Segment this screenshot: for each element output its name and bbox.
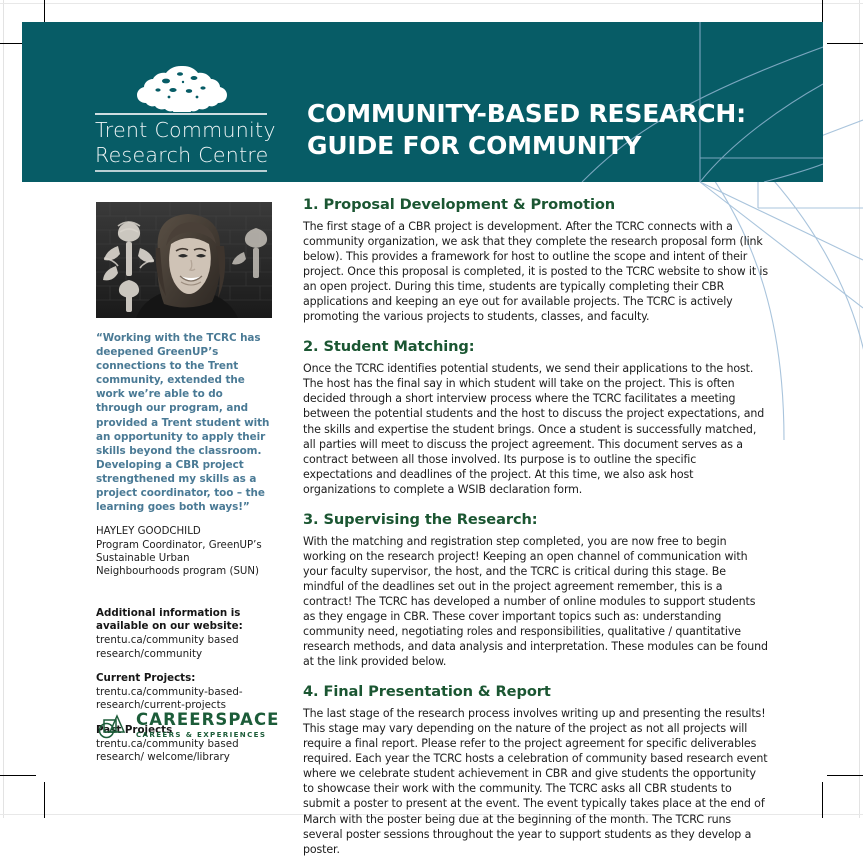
section-body: The last stage of the research process involves writing up and presenting the results! This stage may vary depending on the nature of the project as not all projects will require a final report. Please refer to the project agreement for specific deliverables required. Each year the TCRC hosts a celebration of community based research event where we celebrate student achievement in CBR and give students the opportunity to showcase their work with the community. The TCRC asks all CBR students to submit a poster to present at the event. The event typically takes place at the end of March with the poster being due at the beginning of the month. The TCRC runs several poster sessions throughout the year to support students as they develop a poster. [303,707,768,856]
testimonial-quote: “Working with the TCRC has deepened GreenUP’s connections to the Trent community, extended the work we’re able to do through our program, and provided a Trent student with an opportunity to apply their skills beyond the classroom. Developing a CBR project strengthened my skills as a project coordinator, too – the learning goes both ways!” [96,332,270,514]
testimonial-attribution [96,525,272,579]
crop-mark-bottom-left-vertical [44,782,45,818]
portrait-photo [96,202,272,318]
page-title [307,98,746,162]
link-heading: Current Projects: [96,672,196,685]
link-url[interactable]: trentu.ca/community based research/ welcome/library [96,737,239,764]
section-body: With the matching and registration step completed, you are now free to begin working on the research project! Keeping an open channel of communication with your faculty supervisor, the host, and the TCRC is critical during this stage. Be mindful of the deadlines set out in the project agreement remember, this is a contract! The TCRC has developed a number of online modules to support students as they engage in CBR. These cover important topics such as: understanding community need, negotiating roles and responsibilities, qualitative / quantitative research methods, and data analysis and interpretation. These modules can be found at the link provided below. [303,534,768,669]
trent-community-research-centre-logo [95,64,276,172]
logo-rule-top [95,113,267,115]
link-group-additional-information [96,607,272,661]
section-heading: 4. Final Presentation & Report [303,683,551,701]
careerspace-wordmark: CAREERSPACE [136,710,280,729]
section-heading: 2. Student Matching: [303,338,475,356]
logo-text-line1: Trent Community [95,117,276,142]
section-body: The first stage of a CBR project is development. After the TCRC connects with a community organization, we ask that they complete the research proposal form (link below). This provides a framework for host to outline the scope and intent of their project. Once this proposal is completed, it is posted to the TCRC website to show it is an open project. During this time, students are typically completing their CBR applications and keeping an eye out for available projects. The TCRC is actively promoting the various projects to students, classes, and faculty. [303,220,769,324]
logo-text-line2: Research Centre [95,142,269,167]
main-content [303,196,769,857]
crop-mark-top-right-horizontal [827,43,863,44]
section-heading: 3. Supervising the Research: [303,510,538,528]
attribution-role: Program Coordinator, GreenUP’s Sustainable Urban Neighbourhoods program (SUN) [96,539,262,578]
section-student-matching [303,338,769,496]
resource-links [96,607,272,765]
section-proposal-development [303,196,769,324]
tree-icon [125,64,237,112]
page-edge-top [0,3,863,4]
crop-mark-bottom-right-horizontal [827,775,863,776]
link-url[interactable]: trentu.ca/community-based-research/current-projects [96,685,243,712]
attribution-name: HAYLEY GOODCHILD [96,526,201,538]
section-supervising-research [303,511,769,669]
link-heading: Past Projects [96,724,173,736]
page-edge-left [3,0,4,818]
crop-mark-bottom-right-vertical [822,782,823,818]
link-group-current-projects [96,672,272,713]
page-title-line1: COMMUNITY-BASED RESEARCH: [307,99,746,128]
section-heading: 1. Proposal Development & Promotion [303,196,616,213]
sidebar [96,202,272,776]
careerspace-logo [97,711,280,740]
careerspace-wordmark-block [136,711,280,740]
page-title-line2: GUIDE FOR COMMUNITY [307,131,642,160]
page-edge-right [859,0,860,818]
header-band [22,22,823,182]
careerspace-tagline: CAREERS & EXPERIENCES [136,730,267,739]
link-url[interactable]: trentu.ca/community based research/community [96,634,239,660]
crop-mark-bottom-left-horizontal [0,775,36,776]
link-heading: Additional information is available on our website: [96,606,243,633]
shapes-logo-icon [97,712,127,740]
logo-rule-bottom [95,170,267,173]
section-final-presentation [303,683,769,856]
section-body: Once the TCRC identifies potential students, we send their applications to the host. The host has the final say in which student will take on the project. This is often decided through a short interview process where the TCRC facilitates a meeting between the potential students and the host to discuss the project expectations, and the skills and expertise the student brings. Once a student is successfully matched, all parties will meet to discuss the project agreement. This document serves as a contract between all those involved. Its purpose is to outline the specific expectations and deadlines of the project. At this time, we also ask host organizations to complete a WSIB declaration form. [303,362,765,496]
